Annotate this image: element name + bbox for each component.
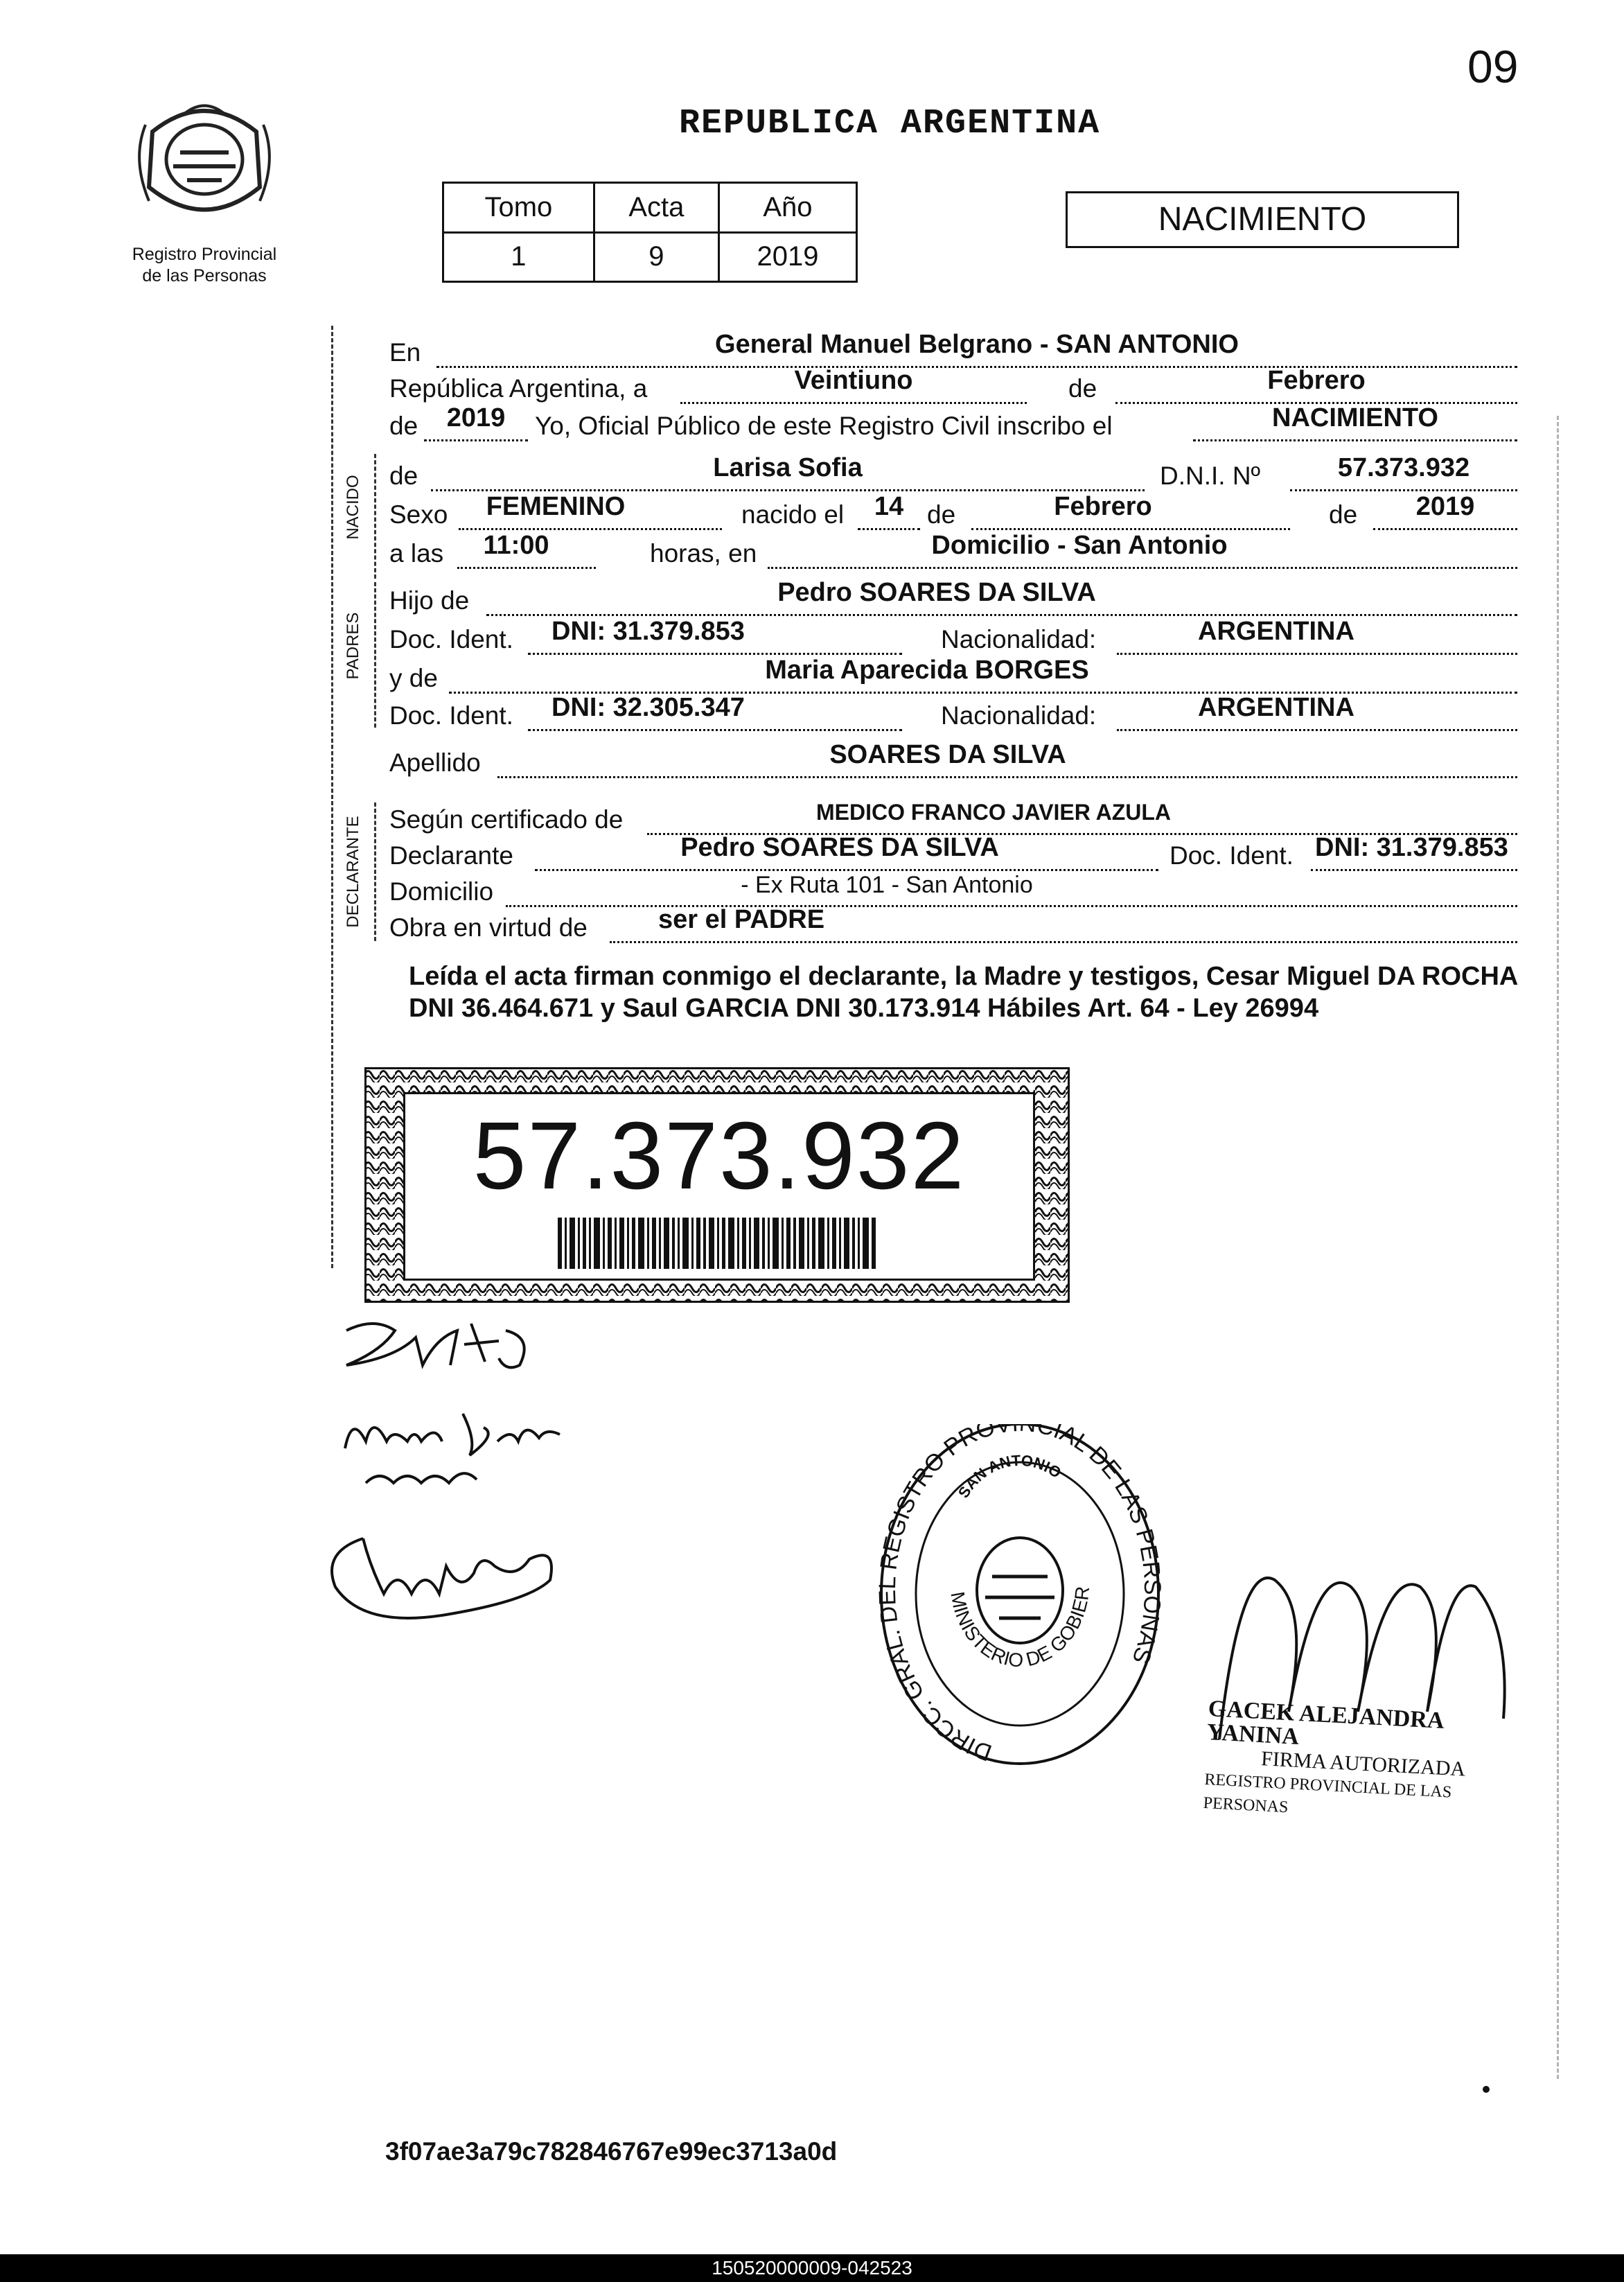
official-seal xyxy=(874,1424,1165,1784)
dot-mark xyxy=(1483,2086,1490,2093)
row-time-place xyxy=(389,531,1526,572)
value-mother-nationality: ARGENTINA xyxy=(1198,693,1354,722)
dni-card xyxy=(364,1067,1070,1303)
label-birth-de: de xyxy=(927,500,956,529)
value-mother-name: Maria Aparecida BORGES xyxy=(765,656,1089,685)
value-declarant-doc: DNI: 31.379.853 xyxy=(1315,833,1508,862)
value-declarant-name: Pedro SOARES DA SILVA xyxy=(680,833,999,862)
side-label-padres: PADRES xyxy=(344,612,362,680)
acta-table-value-anio: 2019 xyxy=(718,232,856,282)
value-record-year: 2019 xyxy=(446,403,506,432)
row-mother-doc xyxy=(389,693,1526,735)
label-en: En xyxy=(389,338,421,367)
row-father-doc xyxy=(389,617,1526,658)
nacido-bracket xyxy=(374,454,376,579)
row-sex-birth xyxy=(389,492,1526,534)
row-surname xyxy=(389,740,1526,782)
registry-caption xyxy=(104,244,305,287)
row-address xyxy=(389,872,1526,911)
seal-top-text: SAN ANTONIO xyxy=(954,1451,1065,1501)
acta-table-value-tomo: 1 xyxy=(443,232,594,282)
signature-declarant-top xyxy=(333,1310,540,1386)
label-horas-en: horas, en xyxy=(650,539,757,568)
label-obra: Obra en virtud de xyxy=(389,913,588,942)
row-official xyxy=(389,403,1526,445)
value-child-dni: 57.373.932 xyxy=(1337,453,1470,482)
page-number: 09 xyxy=(1467,41,1519,92)
document-title: REPUBLICA ARGENTINA xyxy=(679,104,1101,143)
value-address: - Ex Ruta 101 - San Antonio xyxy=(741,872,1033,898)
value-birth-month: Febrero xyxy=(1054,492,1152,521)
acta-table-value-acta: 9 xyxy=(594,232,718,282)
row-father xyxy=(389,578,1526,620)
dni-card-number: 57.373.932 xyxy=(473,1103,966,1209)
registry-logo xyxy=(132,83,277,236)
value-birth-year: 2019 xyxy=(1415,492,1475,521)
row-mother xyxy=(389,656,1526,697)
dni-card-inner xyxy=(403,1092,1035,1281)
declarante-bracket xyxy=(374,802,376,941)
acta-table-header-acta: Acta xyxy=(594,183,718,233)
label-declarant-doc: Doc. Ident. xyxy=(1170,841,1294,870)
row-name xyxy=(389,453,1526,495)
label-de: de xyxy=(1068,374,1097,403)
acta-table-header-anio: Año xyxy=(718,183,856,233)
authorized-name: GACEK ALEJANDRA YANINA xyxy=(1206,1696,1444,1750)
label-father-nationality: Nacionalidad: xyxy=(941,625,1097,653)
label-mother-doc: Doc. Ident. xyxy=(389,701,513,730)
value-inscribo: NACIMIENTO xyxy=(1272,403,1438,432)
value-father-nationality: ARGENTINA xyxy=(1198,617,1354,646)
label-apellido: Apellido xyxy=(389,748,481,777)
label-sexo: Sexo xyxy=(389,500,448,529)
signature-mother xyxy=(338,1400,588,1511)
value-father-name: Pedro SOARES DA SILVA xyxy=(777,578,1096,607)
registry-caption-line-1: Registro Provincial xyxy=(132,245,277,264)
value-surname: SOARES DA SILVA xyxy=(829,740,1066,769)
label-hijo-de: Hijo de xyxy=(389,586,470,615)
label-y-de: y de xyxy=(389,664,438,692)
barcode xyxy=(558,1218,876,1269)
value-record-month: Febrero xyxy=(1267,366,1366,395)
footer-id-bar: 150520000009-042523 xyxy=(0,2254,1624,2282)
document-hash: 3f07ae3a79c782846767e99ec3713a0d xyxy=(385,2137,838,2166)
value-record-day: Veintiuno xyxy=(794,366,913,395)
label-a-las: a las xyxy=(389,539,444,568)
label-father-doc: Doc. Ident. xyxy=(389,625,513,653)
value-child-name: Larisa Sofia xyxy=(713,453,863,482)
registry-caption-line-2: de las Personas xyxy=(142,266,267,286)
label-certificado: Según certificado de xyxy=(389,805,624,834)
authorized-stamp xyxy=(1203,1697,1499,1830)
label-nacido-de: de xyxy=(389,462,418,490)
acta-table-header-tomo: Tomo xyxy=(443,183,594,233)
acta-table xyxy=(442,182,858,283)
label-declarante: Declarante xyxy=(389,841,513,870)
row-date-record xyxy=(389,366,1526,407)
value-father-doc: DNI: 31.379.853 xyxy=(551,617,745,646)
seal-outer-text: DIRCC. GRAL. DEL REGISTRO PROV CIAL DE LAS PERSONAS xyxy=(874,1424,1165,1766)
value-capacity: ser el PADRE xyxy=(658,905,825,934)
side-label-declarante: DECLARANTE xyxy=(344,816,362,928)
row-capacity xyxy=(389,905,1526,947)
padres-bracket xyxy=(374,582,376,728)
label-de-year: de xyxy=(389,412,418,440)
label-birth-de-year: de xyxy=(1329,500,1358,529)
value-place-of-record: General Manuel Belgrano - SAN ANTONIO xyxy=(715,330,1239,359)
authorized-role: FIRMA AUTORIZADA xyxy=(1260,1747,1466,1781)
value-birth-time: 11:00 xyxy=(483,531,549,560)
value-birth-place: Domicilio - San Antonio xyxy=(931,531,1228,560)
label-nacido-el: nacido el xyxy=(741,500,845,529)
record-type-box: NACIMIENTO xyxy=(1066,191,1459,248)
value-birth-day: 14 xyxy=(874,492,904,521)
label-dni: D.N.I. Nº xyxy=(1160,462,1261,490)
label-official-text: Yo, Oficial Público de este Registro Civil inscribo el xyxy=(535,412,1113,440)
closing-paragraph: Leída el acta firman conmigo el declarante, la Madre y testigos, Cesar Miguel DA ROCHA DNI 36.464.671 y Saul GARCIA DNI 30.173.914 Hábiles Art. 64 - Ley 26994 xyxy=(409,962,1517,1023)
side-label-nacido: NACIDO xyxy=(344,475,362,540)
right-margin-ticks xyxy=(1557,416,1562,2079)
label-domicilio: Domicilio xyxy=(389,877,494,906)
signature-father xyxy=(321,1518,571,1635)
label-mother-nationality: Nacionalidad: xyxy=(941,701,1097,730)
authorized-office: REGISTRO PROVINCIAL DE LAS PERSONAS xyxy=(1203,1770,1452,1817)
value-sex: FEMENINO xyxy=(486,492,626,521)
row-declarant xyxy=(389,833,1526,875)
value-mother-doc: DNI: 32.305.347 xyxy=(551,693,745,722)
label-republica: República Argentina, a xyxy=(389,374,648,403)
left-margin-line xyxy=(331,326,333,1268)
value-certificate: MEDICO FRANCO JAVIER AZULA xyxy=(816,800,1171,825)
seal-inner-text: MINISTERIO DE GOBIER xyxy=(946,1585,1094,1671)
